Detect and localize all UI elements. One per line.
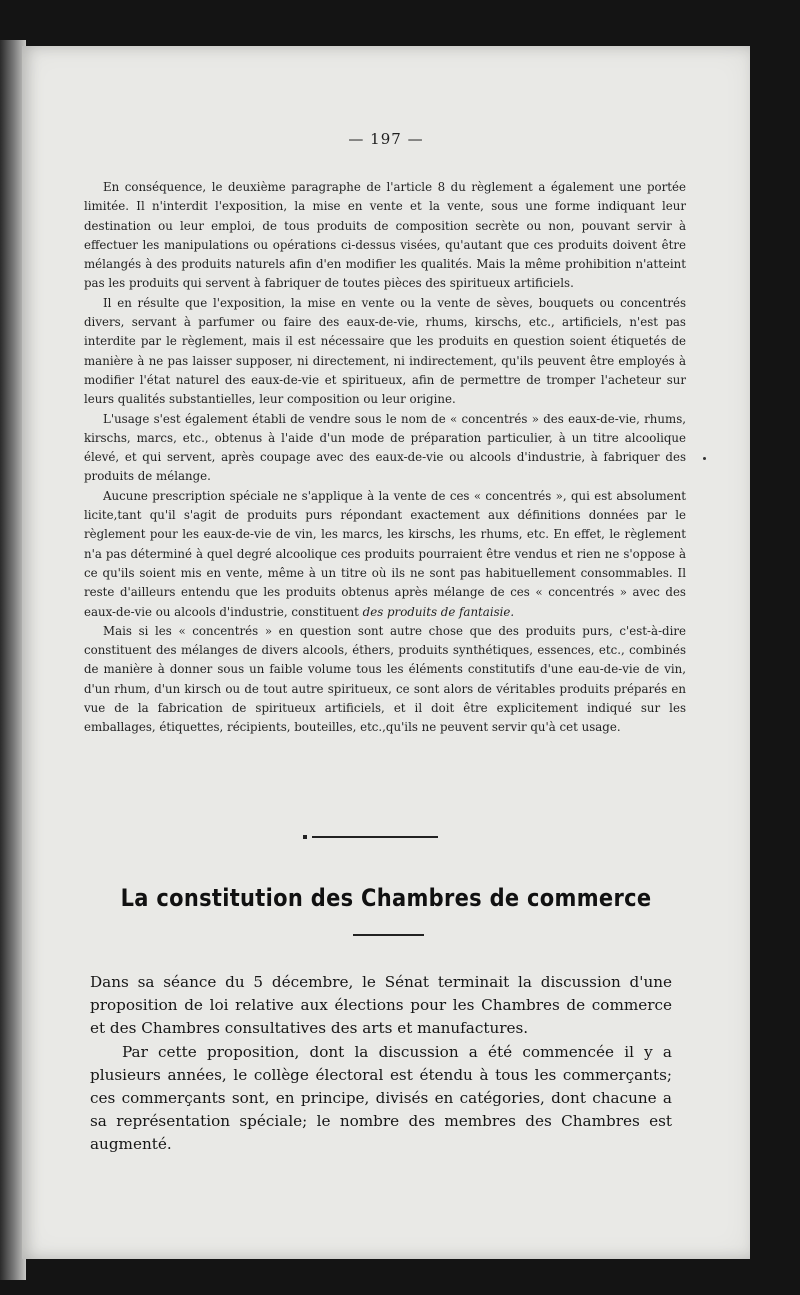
paragraph-exposition: Il en résulte que l'exposition, la mise en vente ou la vente de sèves, bouquets ou concentrés divers, servant à parfumer ou faire des eaux-de-vie, rhums, kirschs, etc., artificiels, n'est pas interdite par le règlement, mais il est nécessaire que les produits en question soient étiquetés de manière à ne pas laisser supposer, ni directement, ni indirectement, qu'ils peuvent être employés à modifier l'état naturel des eaux-de-vie et spiritueux, afin de permettre de tromper l'acheteur sur leurs qualités substantielles, leur composition ou leur origine. <box>84 295 686 407</box>
article-paragraph-senat: Dans sa séance du 5 décembre, le Sénat terminait la discussion d'une proposition de loi relative aux élections pour les Chambres de commerce et des Chambres consultatives des arts et manufactures. <box>90 973 672 1038</box>
article-paragraph-proposition: Par cette proposition, dont la discussion a été commencée il y a plusieurs années, le collège électoral est étendu à tous les commerçants; ces commerçants sont, en principe, divisés en catégories, dont chacune a sa représentation spéciale; le nombre des membres des Chambres est augmenté. <box>90 1042 672 1154</box>
section-divider <box>312 836 438 838</box>
rule-dot <box>303 835 307 839</box>
section-heading: La constitution des Chambres de commerce <box>120 884 652 912</box>
paragraph-usage-concentres: L'usage s'est également établi de vendre sous le nom de « concentrés » des eaux-de-vie, rhums, kirschs, marcs, etc., obtenus à l'aide d'un mode de préparation particulier, à un titre alcoolique élevé, et qui servent, après coupage avec des eaux-de-vie ou alcools d'industrie, à fabriquer des produits de mélange. <box>84 411 686 484</box>
paragraph-mais-si: Mais si les « concentrés » en question sont autre chose que des produits purs, c'est-à-dire constituent des mélanges de divers alcools, éthers, produits synthétiques, essences, etc., combinés de manière à donner sous un faible volume tous les éléments constitutifs d'une eau-de-vie de vin, d'un rhum, d'un kirsch ou de tout autre spiritueux, ce sont alors de véritables produits préparés en vue de la fabrication de spiritueux artificiels, et il doit être explicitement indiqué sur les emballages, étiquettes, récipients, bouteilles, etc.,qu'ils ne peuvent servir qu'à cet usage. <box>84 623 686 735</box>
paragraph-aucune-text: Aucune prescription spéciale ne s'applique à la vente de ces « concentrés », qui est absolument licite,tant qu'il s'agit de produits purs répondant exactement aux définitions données par le règlement pour les eaux-de-vie de vin, les marcs, les kirschs, les rhums, etc. En effet, le règlement n'a pas déterminé à quel degré alcoolique ces produits pourraient être vendus et rien ne s'oppose à ce qu'ils soient mis en vente, même à un titre où ils ne sont pas habituellement consommables. Il reste d'ailleurs entendu que les produits obtenus après mélange de ces « concentrés » avec des eaux-de-vie ou alcools d'industrie, constituent <box>84 488 686 619</box>
margin-dot <box>703 457 706 460</box>
page-number: — 197 — <box>348 130 424 148</box>
italic-phrase: des produits de fantaisie. <box>362 604 515 619</box>
article-text <box>90 971 672 1157</box>
heading-underline <box>353 934 424 936</box>
document-page <box>22 46 750 1259</box>
regulation-text <box>84 178 686 738</box>
paragraph-consequence: En conséquence, le deuxième paragraphe de l'article 8 du règlement a également une portée limitée. Il n'interdit l'exposition, la mise en vente et la vente, sous une forme indiquant leur destination ou leur emploi, de tous produits de composition secrète ou non, pouvant servir à effectuer les manipulations ou opérations ci-dessus visées, qu'autant que ces produits doivent être mélangés à des produits naturels afin d'en modifier les qualités. Mais la même prohibition n'atteint pas les produits qui servent à fabriquer de toutes pièces des spiritueux artificiels. <box>84 180 686 291</box>
paragraph-aucune-prescription <box>84 487 686 622</box>
